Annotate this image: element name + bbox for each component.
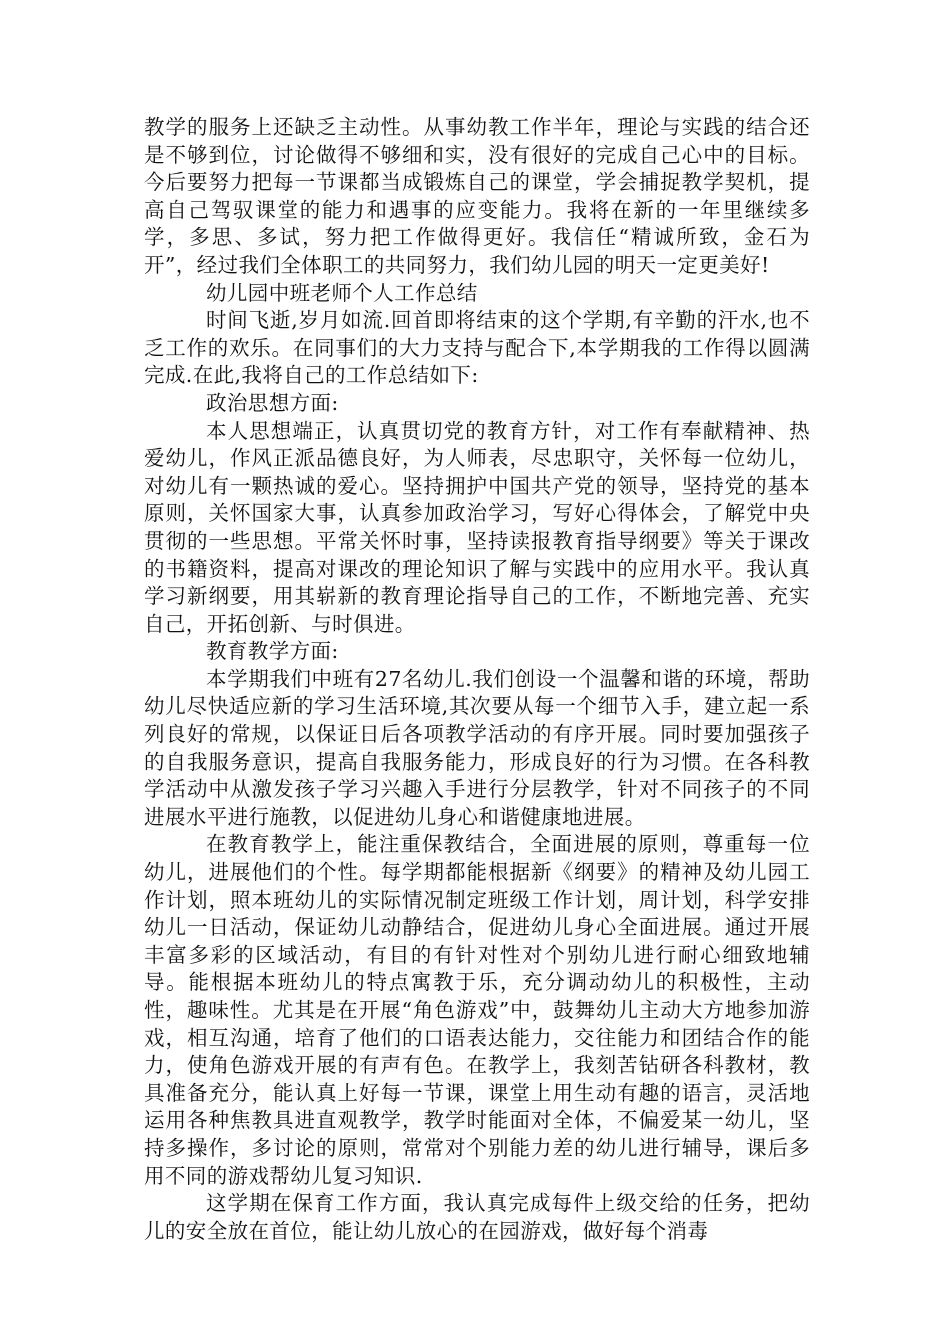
paragraph-intro: 时间飞逝,岁月如流.回首即将结束的这个学期,有辛勤的汗水,也不乏工作的欢乐。在同事们的大力支持与配合下,本学期我的工作得以圆满完成.在此,我将自己的工作总结如下: [144, 308, 810, 388]
paragraph-teaching-1: 本学期我们中班有27名幼儿.我们创设一个温馨和谐的环境，帮助幼儿尽快适应新的学习生活环境,其次要从每一个细节入手，建立起一系列良好的常规，以保证日后各项教学活动的有序开展。同时要加强孩子的自我服务意识，提高自我服务能力，形成良好的行为习惯。在各科教学活动中从激发孩子学习兴趣入手进行分层教学，针对不同孩子的不同进展水平进行施教，以促进幼儿身心和谐健康地进展。 [144, 666, 810, 829]
section-heading-politics: 政治思想方面: [206, 390, 339, 415]
document-page [144, 114, 810, 1245]
paragraph-care: 这学期在保育工作方面，我认真完成每件上级交给的任务，把幼儿的安全放在首位，能让幼儿放心的在园游戏，做好每个消毒 [144, 1191, 810, 1243]
paragraph-teaching-2: 在教育教学上，能注重保教结合，全面进展的原则，尊重每一位幼儿，进展他们的个性。每学期都能根据新《纲要》的精神及幼儿园工作计划，照本班幼儿的实际情况制定班级工作计划，周计划，科学安排幼儿一日活动，保证幼儿动静结合，促进幼儿身心全面进展。通过开展丰富多彩的区域活动，有目的有针对性对个别幼儿进行耐心细致地辅导。能根据本班幼儿的特点寓教于乐，充分调动幼儿的积极性，主动性，趣味性。尤其是在开展“角色游戏”中，鼓舞幼儿主动大方地参加游戏，相互沟通，培育了他们的口语表达能力，交往能力和团结合作的能力，使角色游戏开展的有声有色。在教学上，我刻苦钻研各科教材，教具准备充分，能认真上好每一节课，课堂上用生动有趣的语言，灵活地运用各种焦教具进直观教学，教学时能面对全体，不偏爱某一幼儿，坚持多操作，多讨论的原则，常常对个别能力差的幼儿进行辅导，课后多用不同的游戏帮幼儿复习知识. [144, 832, 810, 1188]
paragraph-conclusion: 教学的服务上还缺乏主动性。从事幼教工作半年，理论与实践的结合还是不够到位，讨论做得不够细和实，没有很好的完成自己心中的目标。今后要努力把每一节课都当成锻炼自己的课堂，学会捕捉教学契机，提高自己驾驭课堂的能力和遇事的应变能力。我将在新的一年里继续多学，多思、多试，努力把工作做得更好。我信任“精诚所致，金石为开”，经过我们全体职工的共同努力，我们幼儿园的明天一定更美好! [144, 115, 810, 277]
section-heading-teaching: 教育教学方面: [206, 639, 339, 664]
document-title: 幼儿园中班老师个人工作总结 [206, 280, 478, 305]
paragraph-politics: 本人思想端正，认真贯切党的教育方针，对工作有奉献精神、热爱幼儿，作风正派品德良好，为人师表，尽忠职守，关怀每一位幼儿，对幼儿有一颗热诚的爱心。坚持拥护中国共产党的领导，坚持党的基本原则，关怀国家大事，认真参加政治学习，写好心得体会，了解党中央贯彻的一些思想。平常关怀时事，坚持读报教育指导纲要》等关于课改的书籍资料，提高对课改的理论知识了解与实践中的应用水平。我认真学习新纲要，用其崭新的教育理论指导自己的工作，不断地完善、充实自己，开拓创新、与时俱进。 [144, 418, 810, 636]
